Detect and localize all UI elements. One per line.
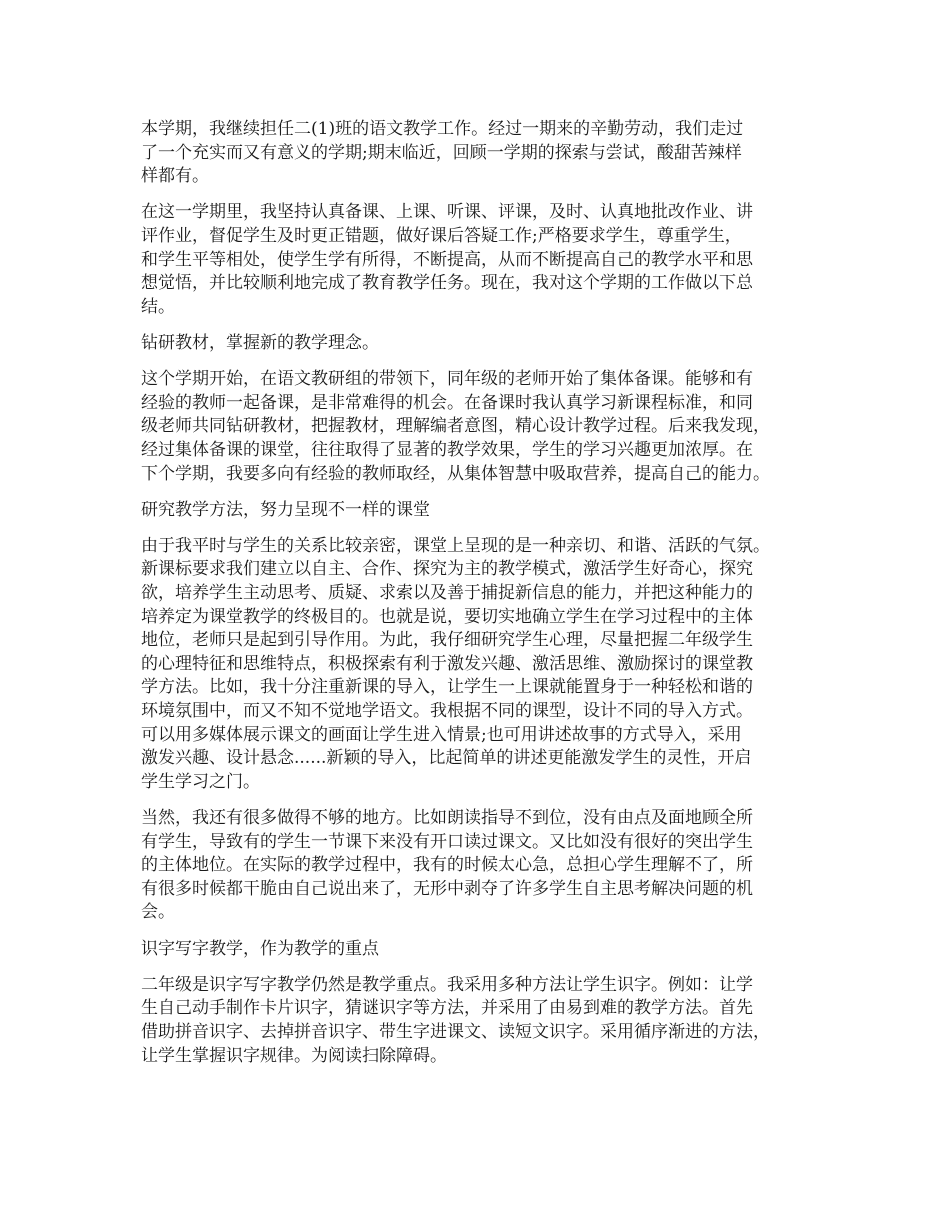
text-line: 当然，我还有很多做得不够的地方。比如朗读指导不到位，没有由点及面地顾全所	[141, 808, 753, 828]
text-line: 地位，老师只是起到引导作用。为此，我仔细研究学生心理，尽量把握二年级学生	[141, 630, 753, 651]
text-line: 培养定为课堂教学的终极目的。也就是说，要切实地确立学生在学习过程中的主体	[141, 606, 753, 627]
text-line: 的主体地位。在实际的教学过程中，我有的时候太心急，总担心学生理解不了，所	[141, 855, 753, 876]
text-line: 的心理特征和思维特点，积极探索有利于激发兴趣、激活思维、激励探讨的课堂教	[141, 653, 753, 674]
text-line: 这个学期开始，在语文教研组的带领下，同年级的老师开始了集体备课。能够和有	[141, 369, 753, 390]
text-line: 样都有。	[141, 166, 209, 187]
text-line: 由于我平时与学生的关系比较亲密，课堂上呈现的是一种亲切、和谐、活跃的气氛。	[141, 535, 770, 556]
text-line: 欲，培养学生主动思考、质疑、求索以及善于捕捉新信息的能力，并把这种能力的	[141, 583, 753, 604]
text-line: 在这一学期里，我坚持认真备课、上课、听课、评课，及时、认真地批改作业、讲	[141, 202, 753, 223]
text-line: 激发兴趣、设计悬念......新颖的导入，比起简单的讲述更能激发学生的灵性，开启	[141, 748, 752, 769]
text-line: 结。	[141, 296, 175, 317]
paragraph-intro	[141, 118, 821, 189]
section-heading-methods	[141, 499, 821, 523]
text-line: 评作业，督促学生及时更正错题，做好课后答疑工作;严格要求学生，尊重学生，	[141, 225, 742, 246]
text-line: 想觉悟，并比较顺利地完成了教育教学任务。现在，我对这个学期的工作做以下总	[141, 273, 753, 294]
text-line: 本学期，我继续担任二(1)班的语文教学工作。经过一期来的辛勤劳动，我们走过	[141, 119, 744, 139]
document-body	[141, 118, 821, 1081]
text-line: 了一个充实而又有意义的学期;期末临近，回顾一学期的探索与尝试，酸甜苦辣样	[141, 142, 742, 163]
text-line: 新课标要求我们建立以自主、合作、探究为主的教学模式，激活学生好奇心，探究	[141, 559, 753, 580]
text-line: 下个学期，我要多向有经验的教师取经，从集体智慧中吸取营养，提高自己的能力。	[141, 463, 770, 484]
text-line: 生自己动手制作卡片识字，猜谜识字等方法，并采用了由易到难的教学方法。首先	[141, 998, 753, 1019]
paragraph-collective-prep	[141, 368, 821, 486]
text-line: 有学生，导致有的学生一节课下来没有开口读过课文。又比如没有很好的突出学生	[141, 831, 753, 852]
text-line: 级老师共同钻研教材，把握教材，理解编者意图，精心设计教学过程。后来我发现，	[141, 416, 770, 437]
text-line: 学生学习之门。	[141, 771, 260, 792]
heading-line: 识字写字教学，作为教学的重点	[141, 938, 379, 959]
section-heading-textbook	[141, 332, 821, 356]
text-line: 借助拼音识字、去掉拼音识字、带生字进课文、读短文识字。采用循序渐进的方法，	[141, 1021, 770, 1042]
text-line: 经过集体备课的课堂，往往取得了显著的教学效果，学生的学习兴趣更加浓厚。在	[141, 439, 753, 460]
text-line: 经验的教师一起备课，是非常难得的机会。在备课时我认真学习新课程标准，和同	[141, 392, 753, 413]
text-line: 可以用多媒体展示课文的画面让学生进入情景;也可用讲述故事的方式导入，采用	[141, 724, 742, 745]
text-line: 有很多时候都干脆由自己说出来了，无形中剥夺了许多学生自主思考解决问题的机	[141, 878, 753, 899]
paragraph-methods	[141, 535, 821, 795]
text-line: 二年级是识字写字教学仍然是教学重点。我采用多种方法让学生识字。例如：让学	[141, 974, 753, 995]
text-line: 会。	[141, 902, 175, 923]
text-line: 环境氛围中，而又不知不觉地学语文。我根据不同的课型，设计不同的导入方式。	[141, 701, 753, 722]
paragraph-literacy	[141, 974, 821, 1068]
heading-line: 钻研教材，掌握新的教学理念。	[141, 332, 379, 353]
heading-line: 研究教学方法，努力呈现不一样的课堂	[141, 499, 430, 520]
paragraph-overview	[141, 201, 821, 319]
text-line: 让学生掌握识字规律。为阅读扫除障碍。	[141, 1045, 447, 1066]
text-line: 和学生平等相处，使学生学有所得，不断提高，从而不断提高自己的教学水平和思	[141, 249, 753, 270]
paragraph-shortcomings	[141, 807, 821, 925]
text-line: 学方法。比如，我十分注重新课的导入，让学生一上课就能置身于一种轻松和谐的	[141, 677, 753, 698]
section-heading-literacy	[141, 938, 821, 962]
